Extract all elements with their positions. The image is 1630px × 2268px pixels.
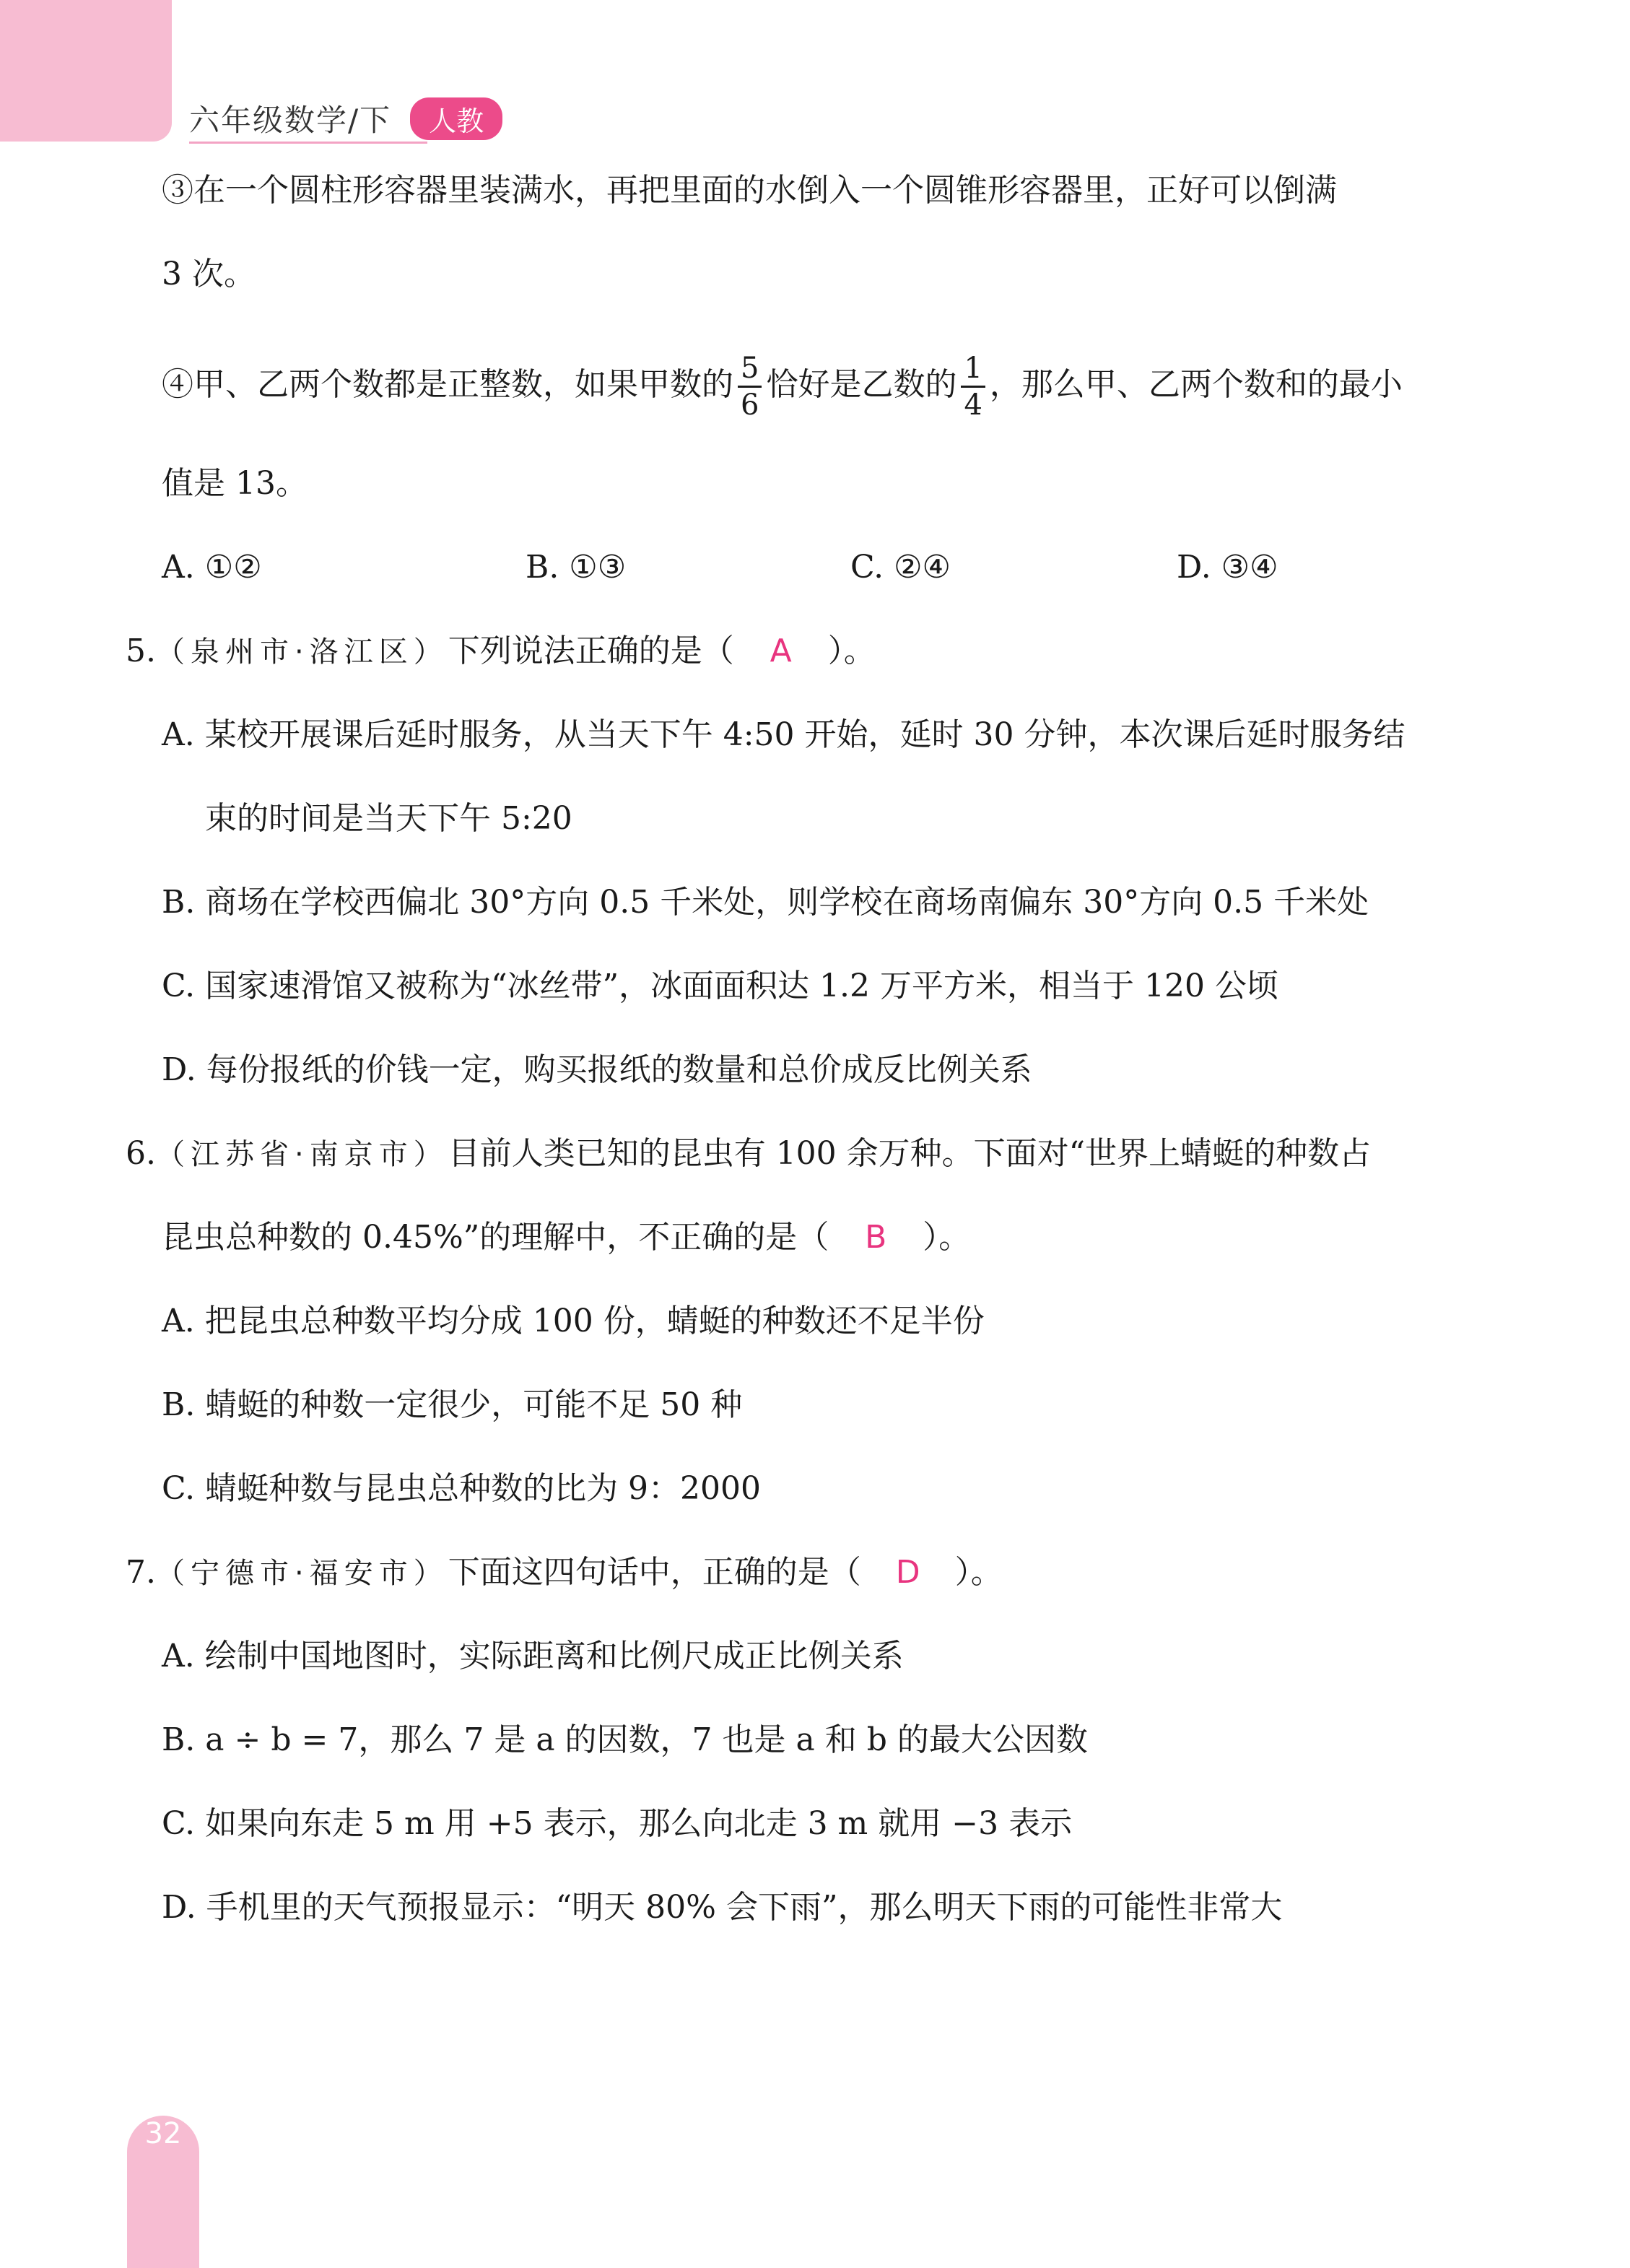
q7-option-a: A. 绘制中国地图时，实际距离和比例尺成正比例关系 xyxy=(162,1638,904,1674)
q7-stem-post: ）。 xyxy=(954,1554,1003,1591)
q4-item4-mid: 恰好是乙数的 xyxy=(766,366,957,403)
q5-option-c: C. 国家速滑馆又被称为“冰丝带”，冰面面积达 1.2 万平方米，相当于 120 公顷 xyxy=(162,968,1278,1004)
q7-source: （宁德市·福安市） xyxy=(155,1557,448,1590)
q6-number: 6. xyxy=(126,1135,156,1172)
q4-item4-pre: ④甲、乙两个数都是正整数，如果甲数的 xyxy=(162,366,733,403)
q5-stem-pre: 下列说法正确的是（ xyxy=(448,633,734,669)
q7-number: 7. xyxy=(126,1554,156,1591)
corner-decoration xyxy=(0,0,172,142)
q5-option-a-line1: A. 某校开展课后延时服务，从当天下午 4:50 开始，延时 30 分钟，本次课后延时服务结 xyxy=(162,716,1405,753)
page-number: 32 xyxy=(144,2117,182,2150)
edition-badge: 人教 xyxy=(410,97,502,140)
q7-answer: D xyxy=(895,1554,920,1591)
q4-item4-post: ，那么甲、乙两个数和的最小 xyxy=(989,366,1403,403)
q6-option-a: A. 把昆虫总种数平均分成 100 份，蜻蜓的种数还不足半份 xyxy=(162,1303,985,1339)
q4-item4-line1 xyxy=(162,354,1403,420)
q6-stem-2-pre: 昆虫总种数的 0.45%”的理解中，不正确的是（ xyxy=(162,1219,829,1256)
header-divider xyxy=(189,142,427,144)
fraction-5-6 xyxy=(738,354,762,420)
q6-option-c: C. 蜻蜓种数与昆虫总种数的比为 9：2000 xyxy=(162,1470,762,1507)
q5-option-d: D. 每份报纸的价钱一定，购买报纸的数量和总价成反比例关系 xyxy=(162,1051,1032,1088)
q5-source: （泉州市·洛江区） xyxy=(155,635,448,669)
q6-answer: B xyxy=(865,1219,887,1256)
frac1-numerator: 5 xyxy=(738,354,762,388)
q4-option-d: D. ③④ xyxy=(1177,549,1278,586)
q6-option-b: B. 蜻蜓的种数一定很少，可能不足 50 种 xyxy=(162,1386,743,1423)
q5-answer: A xyxy=(770,633,792,669)
q6-source: （江苏省·南京市） xyxy=(155,1138,448,1171)
q6-stem-line2 xyxy=(162,1216,970,1259)
frac1-denominator: 6 xyxy=(741,388,759,422)
q7-option-c: C. 如果向东走 5 m 用 +5 表示，那么向北走 3 m 就用 −3 表示 xyxy=(162,1805,1073,1842)
q5-number: 5. xyxy=(126,633,156,669)
frac2-denominator: 4 xyxy=(964,388,982,422)
q4-option-b: B. ①③ xyxy=(526,549,627,586)
q7-option-b: B. a ÷ b = 7，那么 7 是 a 的因数，7 也是 a 和 b 的最大公因数 xyxy=(162,1721,1088,1758)
q5-option-a-line2: 束的时间是当天下午 5:20 xyxy=(205,800,572,837)
q5-stem xyxy=(126,630,876,674)
q7-option-d: D. 手机里的天气预报显示：“明天 80% 会下雨”，那么明天下雨的可能性非常大 xyxy=(162,1889,1283,1926)
q5-option-b: B. 商场在学校西偏北 30°方向 0.5 千米处，则学校在商场南偏东 30°方向 0.5 千米处 xyxy=(162,884,1369,921)
q7-stem xyxy=(126,1551,1003,1595)
q4-item4-line2: 值是 13。 xyxy=(162,465,308,502)
q4-item3-line2: 3 次。 xyxy=(162,256,256,292)
q4-option-c: C. ②④ xyxy=(850,549,951,586)
header-title: 六年级数学/下 xyxy=(189,103,392,138)
fraction-1-4 xyxy=(961,354,985,420)
q6-stem-2-post: ）。 xyxy=(923,1219,971,1256)
q6-stem-line1 xyxy=(126,1132,1371,1176)
q5-stem-post: ）。 xyxy=(827,633,876,669)
page-header xyxy=(189,95,502,142)
frac2-numerator: 1 xyxy=(961,354,985,388)
q7-stem-pre: 下面这四句话中，正确的是（ xyxy=(448,1554,861,1591)
q6-stem-1: 目前人类已知的昆虫有 100 余万种。下面对“世界上蜻蜓的种数占 xyxy=(448,1135,1372,1172)
q4-option-a: A. ①② xyxy=(162,549,262,586)
q4-item3-line1: ③在一个圆柱形容器里装满水，再把里面的水倒入一个圆锥形容器里，正好可以倒满 xyxy=(162,172,1337,209)
